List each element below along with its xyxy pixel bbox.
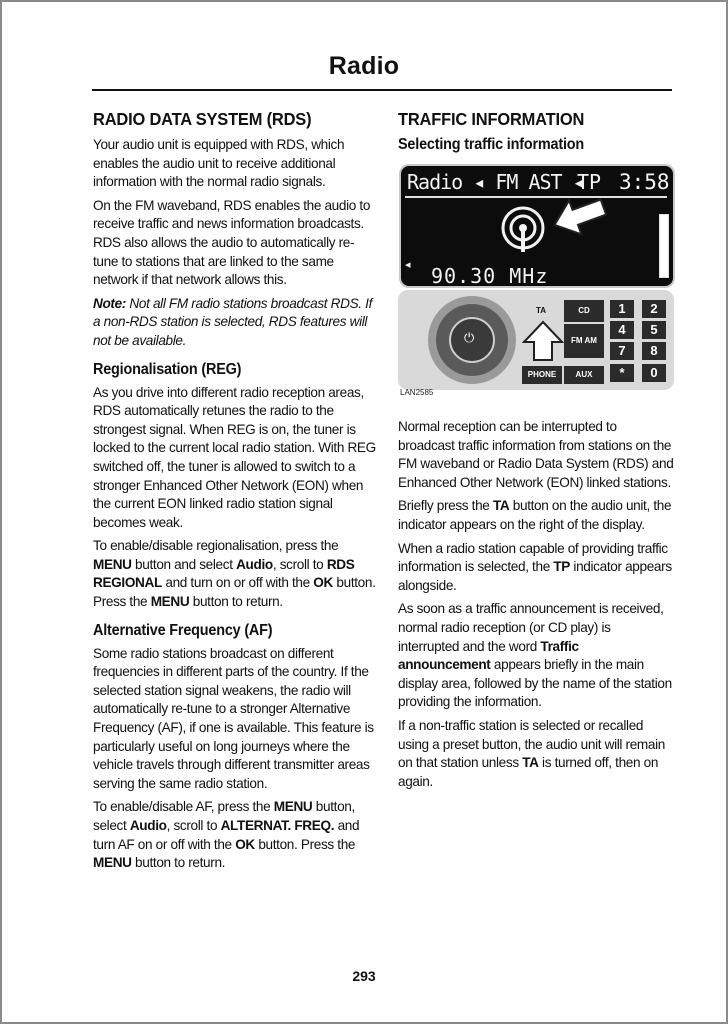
display-divider [405,196,667,198]
radio-display [399,164,675,288]
reg-heading: Regionalisation (REG) [93,360,242,378]
control-panel [398,290,674,390]
tp-indicator: TP [577,170,602,194]
traffic-paragraph-3: When a radio station capable of providing traffic information is selected, the TP indicator appears alongside. [398,540,672,593]
right-column [398,109,674,796]
af-heading: Alternative Frequency (AF) [93,621,273,639]
preset-key-star[interactable]: * [610,364,634,382]
preset-key-1[interactable]: 1 [610,300,634,318]
traffic-paragraph-5: If a non-traffic station is selected or recalled using a preset button, the audio unit will remain on that station unless TA is turned off, then on again. [398,717,665,789]
traffic-heading: TRAFFIC INFORMATION [398,109,585,129]
fm-am-button[interactable]: FM AM [564,324,604,358]
phone-button[interactable]: PHONE [522,366,562,384]
cd-button[interactable]: CD [564,300,604,322]
preset-key-4[interactable]: 4 [610,321,634,339]
rds-paragraph-2: On the FM waveband, RDS enables the audio to receive traffic and news information broadcasts. RDS also allows the audio to automatically re-tune to stations that are linked to the same network if that network allows this. [93,197,371,288]
note-label: Note: [93,295,126,311]
traffic-paragraph-4: As soon as a traffic announcement is received, normal radio reception (or CD play) is interrupted and the word Traffic announcement appears briefly in the main display area, followed by the name of the station providing the information. [398,601,672,710]
display-frequency: 90.30 MHz [431,264,549,288]
reg-paragraph-2: To enable/disable regionalisation, press the MENU button and select Audio, scroll to RDS REGIONAL and turn on or off with the OK button. Press the MENU button to return. [93,538,376,610]
rds-paragraph-1: Your audio unit is equipped with RDS, which enables the audio unit to receive additional information with the normal radio signals. [93,137,345,190]
preset-key-8[interactable]: 8 [642,342,666,360]
display-level-bar [659,214,669,278]
display-source-text: Radio ◂ FM AST ◂ [407,170,584,194]
traffic-subheading: Selecting traffic information [398,136,585,153]
af-paragraph-2: To enable/disable AF, press the MENU button, select Audio, scroll to ALTERNAT. FREQ. and turn AF on or off with the OK button. Press the MENU button to return. [93,799,360,871]
tp-arrow-icon [551,196,611,236]
traffic-paragraph-1: Normal reception can be interrupted to broadcast traffic information from stations on the FM waveband or Radio Data System (RDS) and Enhanced Other Network (EON) linked stations. [398,419,674,490]
figure-code: LAN2585 [400,388,434,397]
traffic-paragraph-2: Briefly press the TA button on the audio unit, the indicator appears on the right of the display. [398,498,672,532]
display-clock: 3:58 [619,170,670,194]
aux-button[interactable]: AUX [564,366,604,384]
af-paragraph-1: Some radio stations broadcast on different frequencies in different parts of the country. If the selected station signal weakens, the radio will automatically re-tune to a stronger Alternative Frequency (AF), if one is available. This feature is particularly useful on long journeys where the vehicle travels through different transmitter areas serving the same radio station. [93,645,374,791]
rds-heading: RADIO DATA SYSTEM (RDS) [93,109,312,129]
power-icon: ⏻ [464,330,475,345]
reg-paragraph-1: As you drive into different radio reception areas, RDS automatically retunes the radio to the strongest signal. When REG is on, the tuner is locked to the current local radio station. With REG switched off, the tuner is allowed to switch to a stronger Enhanced Other Network (EON) when the current EON linked radio station signal becomes weak. [93,384,376,530]
left-column [93,109,377,878]
left-arrow-icon: ◂ [405,259,411,271]
page-title: Radio [328,52,400,80]
preset-key-7[interactable]: 7 [610,342,634,360]
page-number: 293 [352,968,376,984]
ta-button[interactable]: TA [524,304,558,318]
preset-key-2[interactable]: 2 [642,300,666,318]
audio-unit-illustration [398,162,674,402]
ta-arrow-icon [522,320,564,362]
preset-key-5[interactable]: 5 [642,321,666,339]
title-rule [92,89,672,91]
preset-key-0[interactable]: 0 [642,364,666,382]
note-text: Not all FM radio stations broadcast RDS. If a non-RDS station is selected, RDS features will not be available. [93,295,373,348]
rds-note [93,295,377,351]
